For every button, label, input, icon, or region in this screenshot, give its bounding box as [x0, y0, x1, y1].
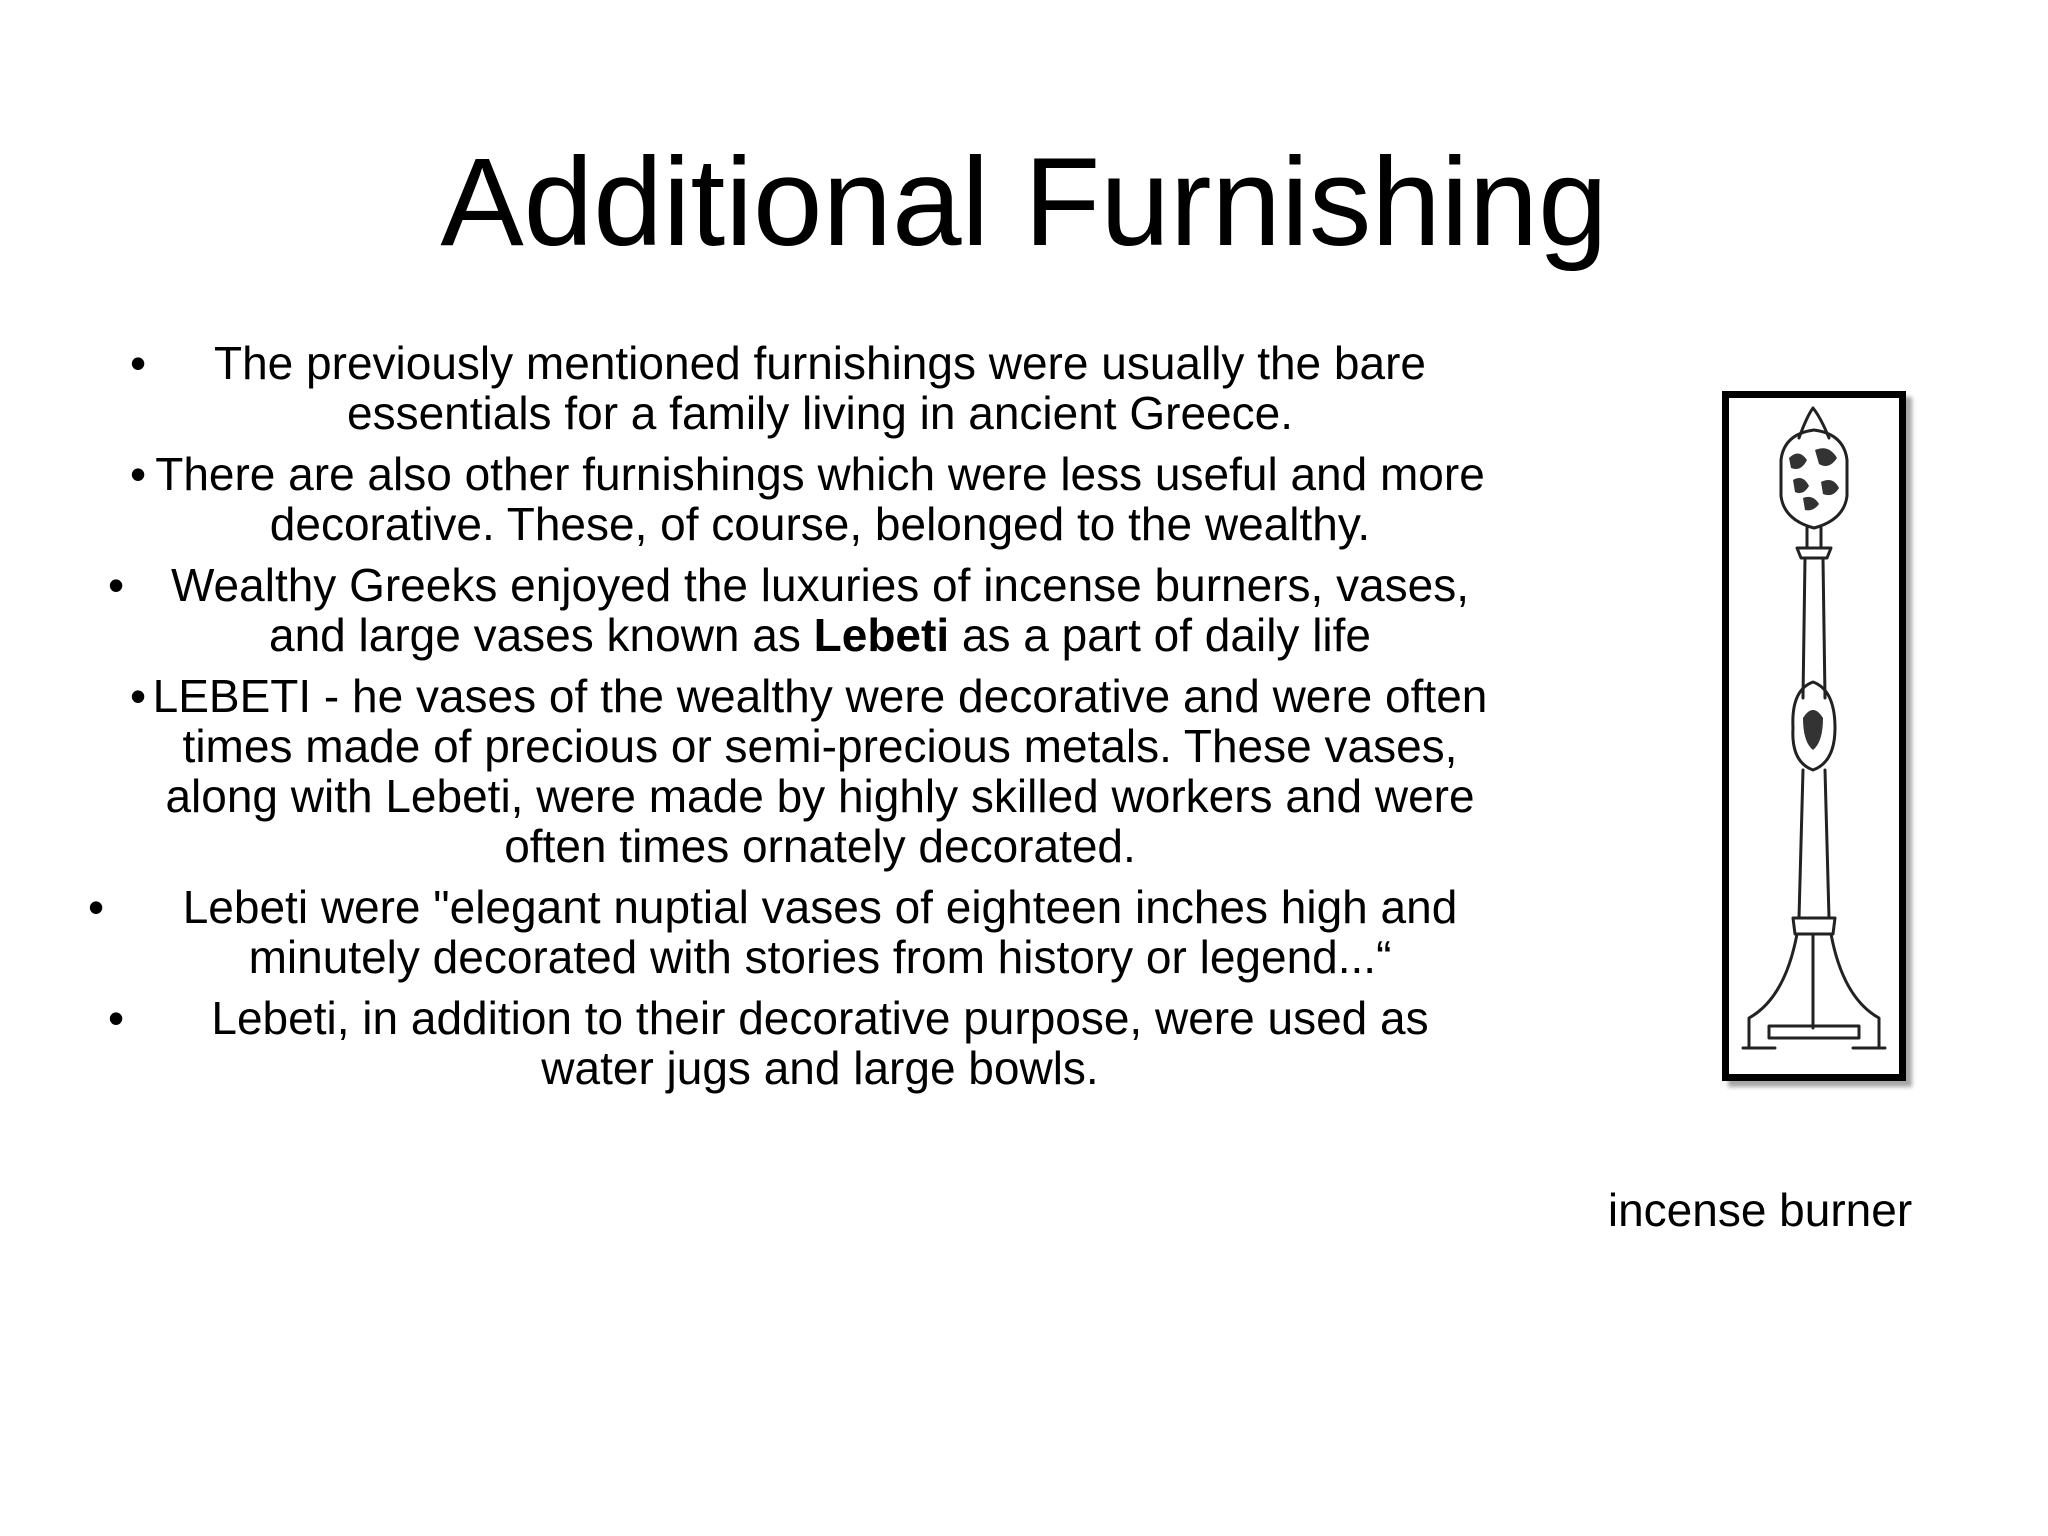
bullet-text-part: as a part of daily life — [949, 609, 1371, 661]
bullet-item — [80, 671, 1510, 871]
bold-term: Lebeti — [813, 609, 950, 661]
bullet-text-part: Wealthy Greeks enjoyed the luxuries of incense burners, vases, and large vases known as — [170, 559, 1470, 661]
slide-title: Additional Furnishing — [440, 133, 1608, 272]
bullet-item — [80, 993, 1510, 1093]
bullet-item — [80, 882, 1510, 982]
bullet-list — [80, 338, 1510, 1104]
figure-caption: incense burner — [1607, 1184, 1913, 1236]
bullet-text: Lebeti, in addition to their decorative purpose, were used as water jugs and large bowls. — [211, 992, 1429, 1094]
bullet-text: There are also other furnishings which were less useful and more decorative. These, of course, belonged to the wealthy. — [155, 448, 1485, 550]
bullet-marker: • — [108, 992, 125, 1044]
bullet-text: The previously mentioned furnishings were usually the bare essentials for a family living in ancient Greece. — [214, 337, 1426, 439]
incense-burner-figure — [1722, 391, 1906, 1081]
bullet-marker: • — [130, 337, 147, 389]
bullet-item — [80, 449, 1510, 549]
bullet-marker: • — [130, 670, 147, 722]
bullet-text: LEBETI - he vases of the wealthy were decorative and were often times made of precious or semi-precious metals. These vases, along with Lebeti, were made by highly skilled workers and were often times ornately decorated. — [152, 670, 1488, 872]
bullet-text: Lebeti were "elegant nuptial vases of eighteen inches high and minutely decorated with stories from history or legend...“ — [182, 881, 1458, 983]
bullet-marker: • — [130, 448, 147, 500]
bullet-item — [80, 338, 1510, 438]
bullet-marker: • — [88, 881, 105, 933]
incense-burner-icon — [1729, 398, 1899, 1074]
bullet-text — [171, 559, 1469, 661]
bullet-marker: • — [108, 559, 125, 611]
bullet-item — [80, 560, 1510, 660]
